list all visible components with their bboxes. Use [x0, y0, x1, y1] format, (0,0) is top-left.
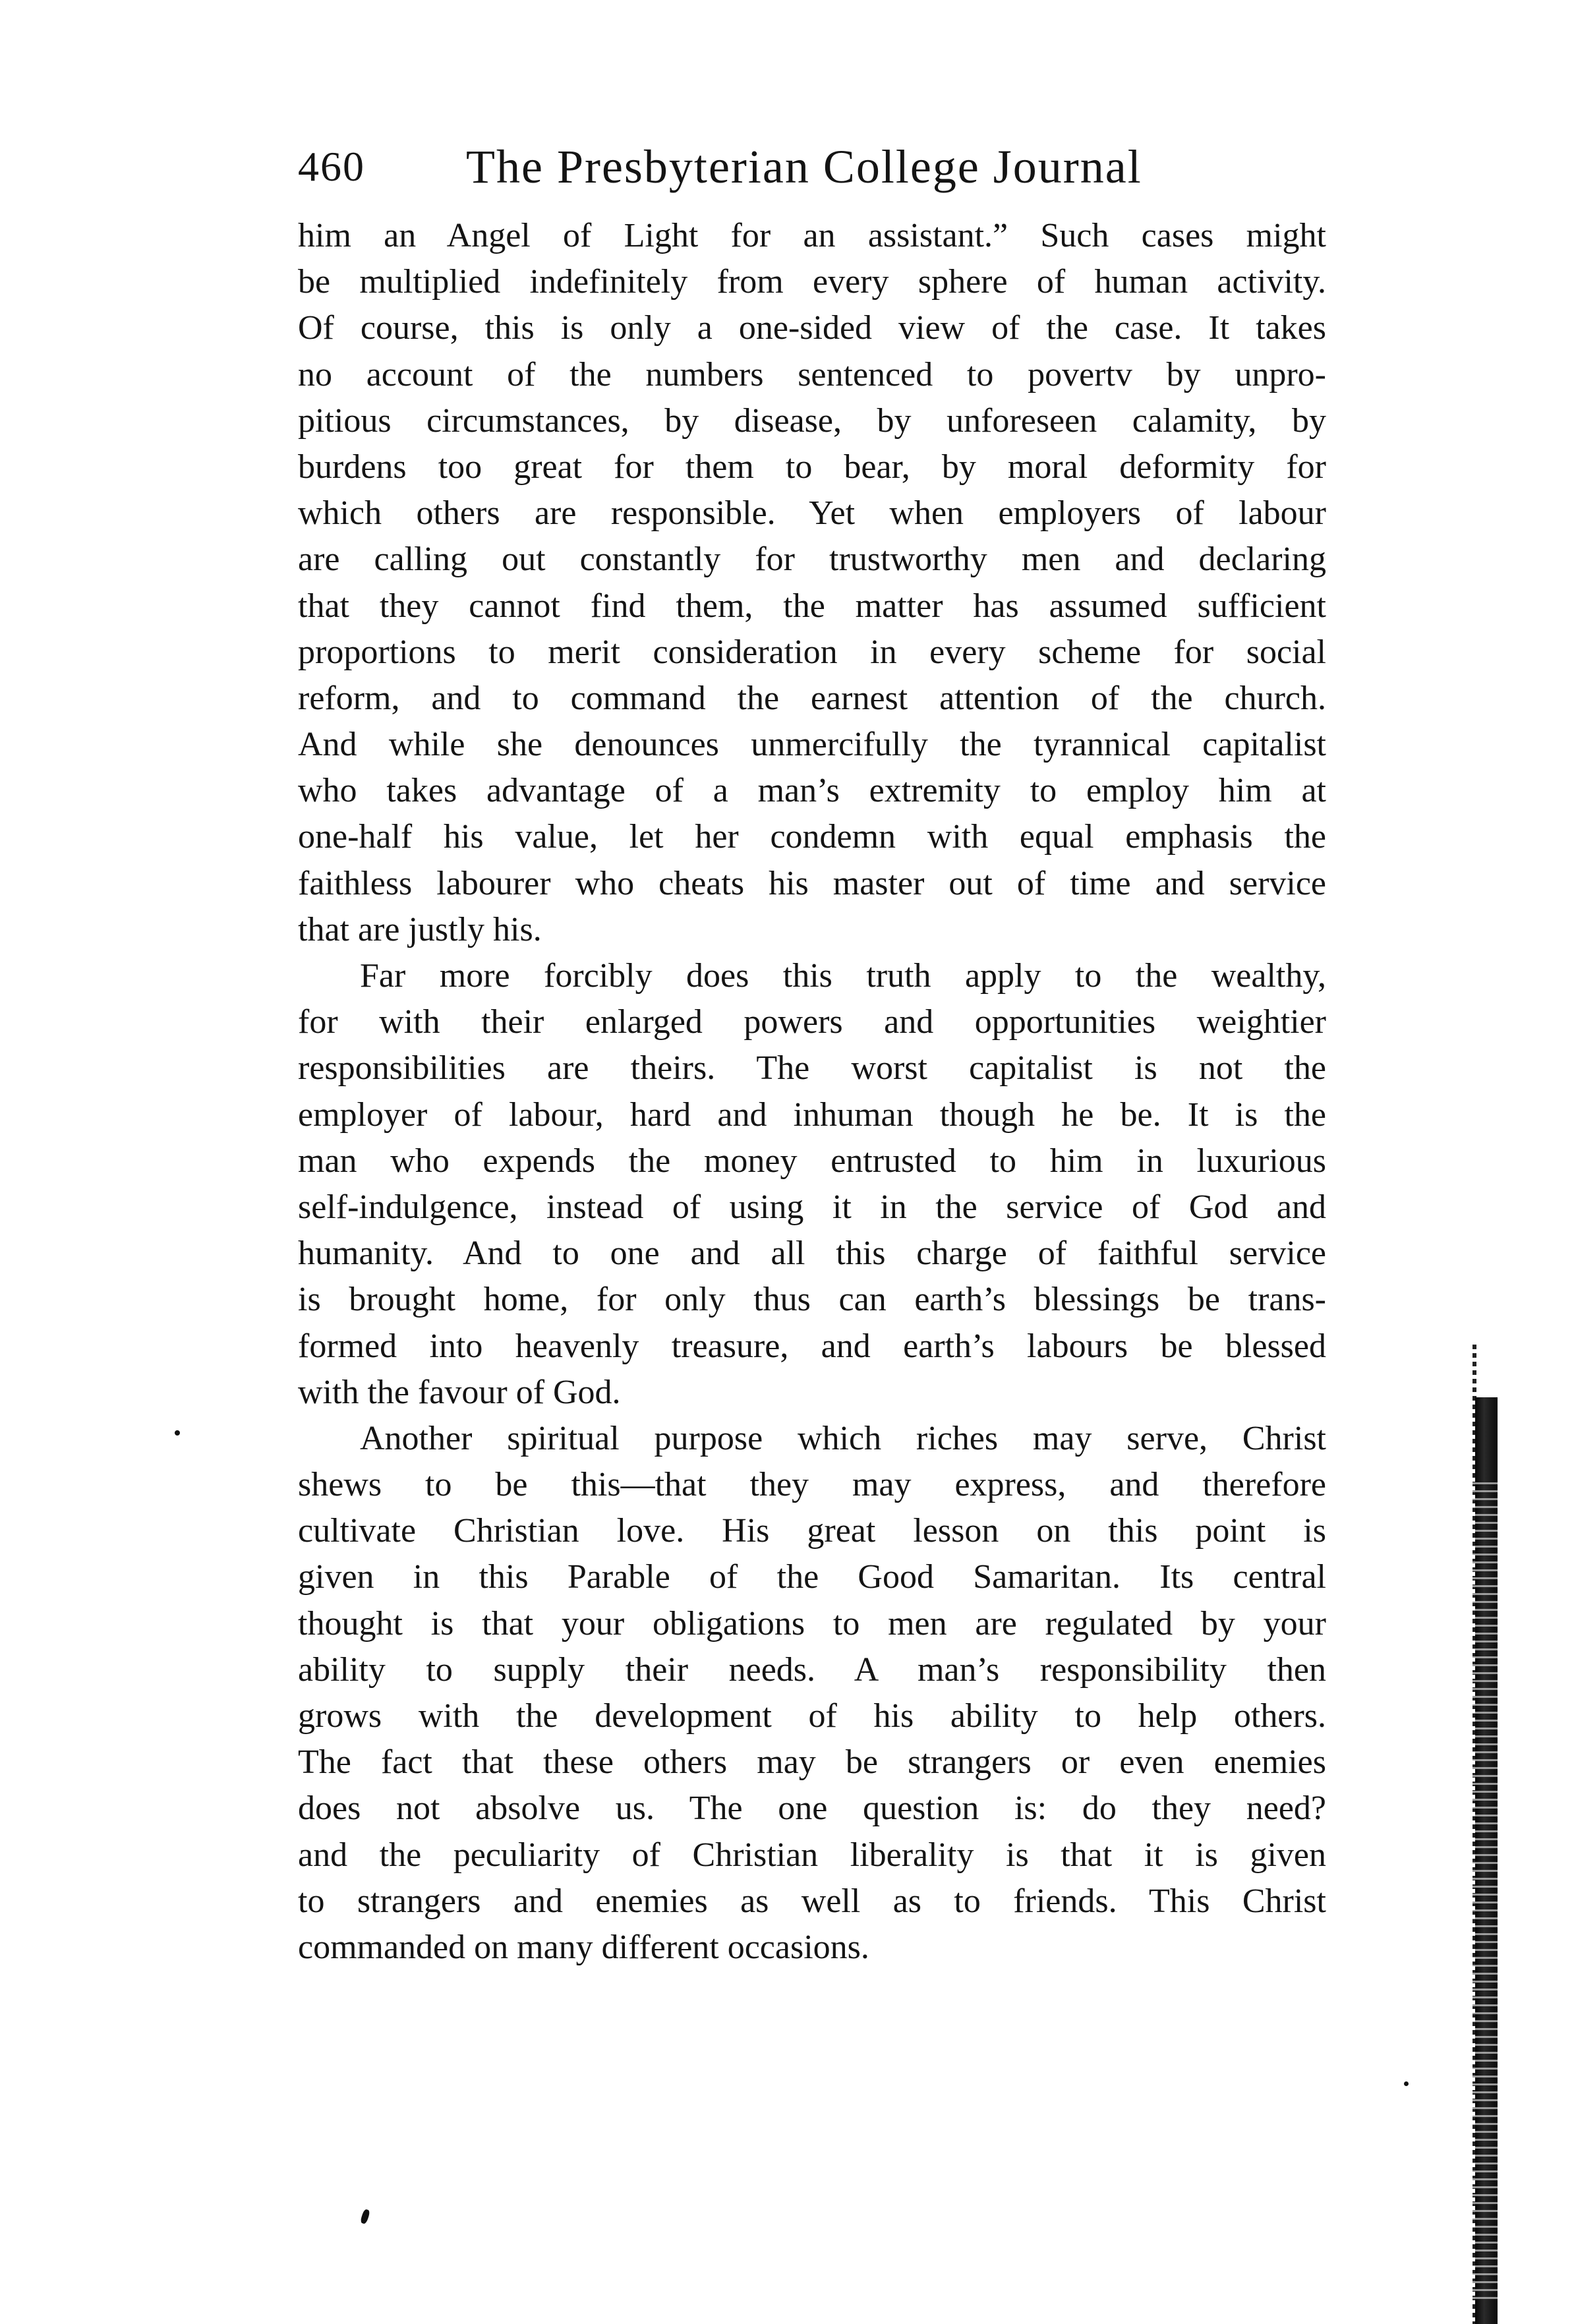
text-line: that are justly his. — [298, 910, 542, 948]
page-number: 460 — [298, 143, 365, 190]
text-line: And while she denounces unmercifully the tyrannical capitalist — [298, 726, 1326, 764]
text-line: pitious circumstances, by disease, by unforeseen calamity, by — [298, 401, 1326, 440]
text-line: shews to be this—that they may express, and therefore — [298, 1466, 1326, 1504]
text-line: given in this Parable of the Good Samaritan. Its central — [298, 1558, 1326, 1596]
text-line: faithless labourer who cheats his master out of time and service — [298, 864, 1326, 902]
text-line: ability to supply their needs. A man’s responsibility then — [298, 1650, 1326, 1689]
scan-speck — [360, 2209, 370, 2224]
text-line: humanity. And to one and all this charge of faithful service — [298, 1235, 1326, 1273]
text-line: who takes advantage of a man’s extremity to employ him at — [298, 772, 1326, 810]
text-line: no account of the numbers sentenced to povertv by unpro- — [298, 355, 1326, 393]
text-line: which others are responsible. Yet when employers of labour — [298, 494, 1326, 533]
text-line: Another spiritual purpose which riches may serve, Christ — [360, 1419, 1326, 1457]
text-line: him an Angel of Light for an assistant.” Such cases might — [298, 217, 1326, 254]
text-line: Of course, this is only a one-sided view of the case. It takes — [298, 309, 1326, 347]
text-line: and the peculiarity of Christian liberality is that it is given — [298, 1836, 1326, 1874]
text-line: man who expends the money entrusted to him in luxurious — [298, 1142, 1326, 1180]
text-line: self-indulgence, instead of using it in the service of God and — [298, 1188, 1326, 1226]
text-line: that they cannot find them, the matter has assumed sufficient — [298, 587, 1326, 625]
scan-speck — [1404, 2081, 1409, 2086]
text-line: with the favour of God. — [298, 1373, 621, 1411]
page-edge-shadow — [1463, 1345, 1574, 2324]
body-text — [298, 213, 1326, 1971]
text-line: proportions to merit consideration in every scheme for social — [298, 633, 1326, 671]
edge-speckle — [1471, 1476, 1504, 2300]
running-head: The Presbyterian College Journal — [466, 140, 1142, 193]
text-line: grows with the development of his ability to help others. — [298, 1697, 1326, 1735]
text-line: for with their enlarged powers and opportunities weightier — [298, 1003, 1326, 1041]
page-header — [298, 131, 1366, 203]
text-line: reform, and to command the earnest attention of the church. — [298, 679, 1326, 717]
text-line: is brought home, for only thus can earth’s blessings be trans- — [298, 1281, 1326, 1319]
text-line: one-half his value, let her condemn with equal emphasis the — [298, 818, 1326, 856]
text-line: thought is that your obligations to men are regulated by your — [298, 1604, 1326, 1642]
text-line: cultivate Christian love. His great lesson on this point is — [298, 1512, 1326, 1550]
text-line: are calling out constantly for trustworthy men and declaring — [298, 540, 1326, 579]
text-line: Far more forcibly does this truth apply to the wealthy, — [360, 957, 1326, 995]
text-line: employer of labour, hard and inhuman though he be. It is the — [298, 1095, 1326, 1134]
text-line: formed into heavenly treasure, and earth’s labours be blessed — [298, 1327, 1326, 1365]
scan-speck — [175, 1430, 180, 1436]
text-line: does not absolve us. The one question is: do they need? — [298, 1789, 1326, 1828]
text-line: responsibilities are theirs. The worst capitalist is not the — [298, 1049, 1326, 1088]
text-line: burdens too great for them to bear, by moral deformity for — [298, 448, 1326, 486]
text-line: commanded on many different occasions. — [298, 1928, 869, 1966]
text-line: to strangers and enemies as well as to friends. This Christ — [298, 1882, 1326, 1920]
text-line: The fact that these others may be strangers or even enemies — [298, 1743, 1326, 1782]
text-line: be multiplied indefinitely from every sphere of human activity. — [298, 263, 1326, 301]
